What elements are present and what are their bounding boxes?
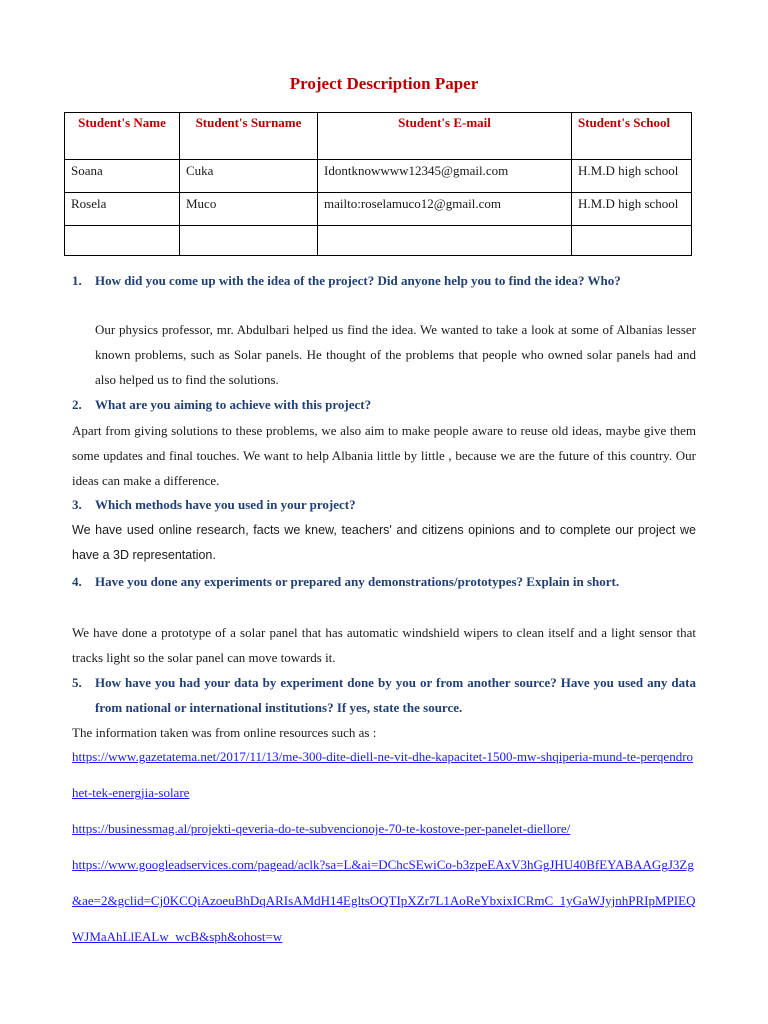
question-number: 3. [72,497,82,512]
cell-email: mailto:roselamuco12@gmail.com [318,193,572,226]
question-2 [72,392,696,417]
question-text: What are you aiming to achieve with this project? [95,397,372,412]
cell-name [65,226,180,256]
question-number: 2. [72,397,82,412]
question-5 [72,670,696,720]
cell-school: H.M.D high school [572,160,692,193]
cell-name: Soana [65,160,180,193]
question-3 [72,492,696,517]
answer-1: Our physics professor, mr. Abdulbari helped us find the idea. We wanted to take a look at some of Albanias lesser known problems, such as Solar panels. He thought of the problems that people who owned solar panels had and also helped us to find the solutions. [95,322,696,387]
question-number: 4. [72,574,82,589]
header-name: Student's Name [65,113,180,160]
question-text: Have you done any experiments or prepared any demonstrations/prototypes? Explain in short. [95,574,620,589]
source-link-1[interactable]: https://www.gazetatema.net/2017/11/13/me-300-dite-diell-ne-vit-dhe-kapacitet-1500-mw-shqiperia-mund-te-perqendrohet-tek-energjia-solare [72,749,694,800]
cell-surname [180,226,318,256]
answer-5: The information taken was from online resources such as : [72,725,377,740]
header-school: Student's School [572,113,692,160]
cell-school: H.M.D high school [572,193,692,226]
question-1 [72,268,696,293]
header-surname: Student's Surname [180,113,318,160]
answer-4: We have done a prototype of a solar panel that has automatic windshield wipers to clean itself and a light sensor that tracks light so the solar panel can move towards it. [72,625,696,665]
cell-surname: Muco [180,193,318,226]
question-text: How did you come up with the idea of the project? Did anyone help you to find the idea? Who? [95,273,621,288]
cell-email [318,226,572,256]
answer-3: We have used online research, facts we knew, teachers' and citizens opinions and to complete our project we have a 3D representation. [72,523,696,562]
cell-email: Idontknowwww12345@gmail.com [318,160,572,193]
question-text: Which methods have you used in your project? [95,497,356,512]
source-link-3[interactable]: https://www.googleadservices.com/pagead/aclk?sa=L&ai=DChcSEwiCo-b3zpeEAxV3hGgJHU40BfEYABAAGgJ3Zg&ae=2&gclid=Cj0KCQiAzoeuBhDqARIsAMdH14EgltsOQTIpXZr7L1AoReYbxixICRmC_1yGaWJyjnhPRIpMPIEQWJMaAhLlEALw_wcB&sph&ohost=w [72,857,696,944]
question-4 [72,569,696,594]
question-text: How have you had your data by experiment done by you or from another source? Have you used any data from national or international institutions? If yes, state the source. [95,675,696,715]
students-table [64,112,692,256]
source-link-2[interactable]: https://businessmag.al/projekti-qeveria-do-te-subvencionoje-70-te-kostove-per-panelet-diellore/ [72,821,571,836]
question-number: 1. [72,273,82,288]
cell-surname: Cuka [180,160,318,193]
table-header-row [65,113,692,160]
page-title: Project Description Paper [289,74,479,93]
table-row [65,193,692,226]
answer-2: Apart from giving solutions to these problems, we also aim to make people aware to reuse old ideas, maybe give them some updates and final touches. We want to help Albania little by little , because we are the future of this country. Our ideas can make a difference. [72,423,696,488]
table-row-empty [65,226,692,256]
table-row [65,160,692,193]
cell-school [572,226,692,256]
question-number: 5. [72,675,82,690]
cell-name: Rosela [65,193,180,226]
header-email: Student's E-mail [318,113,572,160]
